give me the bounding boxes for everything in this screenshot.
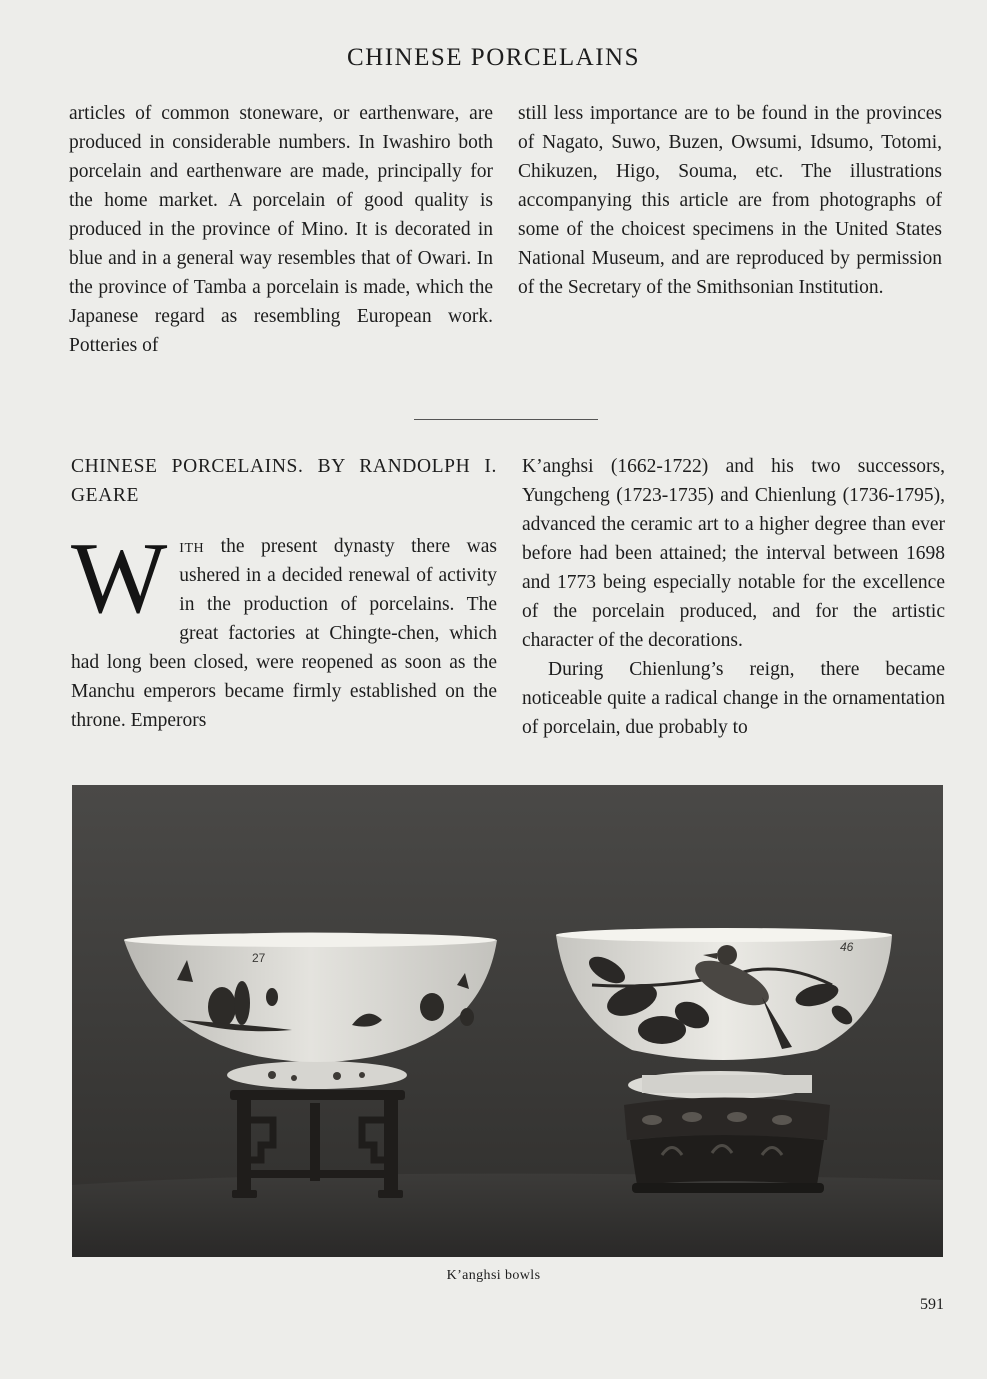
figure-caption: K’anghsi bowls [446, 1268, 541, 1283]
section-divider [414, 419, 598, 420]
article-heading: CHINESE PORCELAINS. BY RANDOLPH I. GEARE [71, 456, 497, 506]
article-left-column [71, 452, 497, 735]
previous-article-text-right: still less importance are to be found in the provinces of Nagato, Suwo, Buzen, Owsumi, Idsumo, Totomi, Chikuzen, Higo, Souma, etc. The illustrations accompanying this article are from photographs of some of the choicest specimens in the United States National Museum, and are reproduced by permission of the Secretary of the Smithsonian Institution. [518, 103, 942, 298]
left-bowl-foot [227, 1061, 407, 1089]
lead-in-smallcaps: ith [179, 536, 205, 557]
paragraph-1-text: the present dynasty there was ushered in a decided renewal of activity in the production of porcelains. The great factories at Chingte-chen, which had long been closed, were reopened as soon as the Manchu emperors became firmly established on the throne. Emperors [71, 536, 497, 731]
page-number: 591 [920, 1296, 944, 1313]
previous-article-right-column [518, 99, 942, 302]
bowls-illustration [72, 785, 943, 1257]
article-paragraph-1-continued: K’anghsi (1662-1722) and his two successors, Yungcheng (1723-1735) and Chienlung (1736-1795), advanced the ceramic art to a higher degree than ever before had been attained; the interval between 1698 and 1773 being especially notable for the excellence of the porcelain produced, and for the artistic character of the decorations. [522, 456, 945, 651]
left-bowl-number: 27 [252, 951, 266, 965]
running-head: CHINESE PORCELAINS [347, 44, 640, 71]
drop-cap: W [71, 522, 168, 635]
previous-article-left-column [69, 99, 493, 360]
right-wooden-stand [624, 1071, 830, 1193]
article-paragraph-2: During Chienlung’s reign, there became noticeable quite a radical change in the ornamentation of porcelain, due probably to [522, 659, 945, 738]
previous-article-text-left: articles of common stoneware, or earthenware, are produced in considerable numbers. In Iwashiro both porcelain and earthenware are made, principally for the home market. A porcelain of good quality is produced in the province of Mino. It is decorated in blue and in a general way resembles that of Owari. In the province of Tamba a porcelain is made, which the Japanese regard as resembling European work. Potteries of [69, 103, 493, 356]
right-bowl-number: 46 [840, 940, 854, 954]
article-right-column [522, 452, 945, 742]
article-paragraph-1 [71, 522, 497, 735]
bowls-photograph [72, 785, 943, 1257]
